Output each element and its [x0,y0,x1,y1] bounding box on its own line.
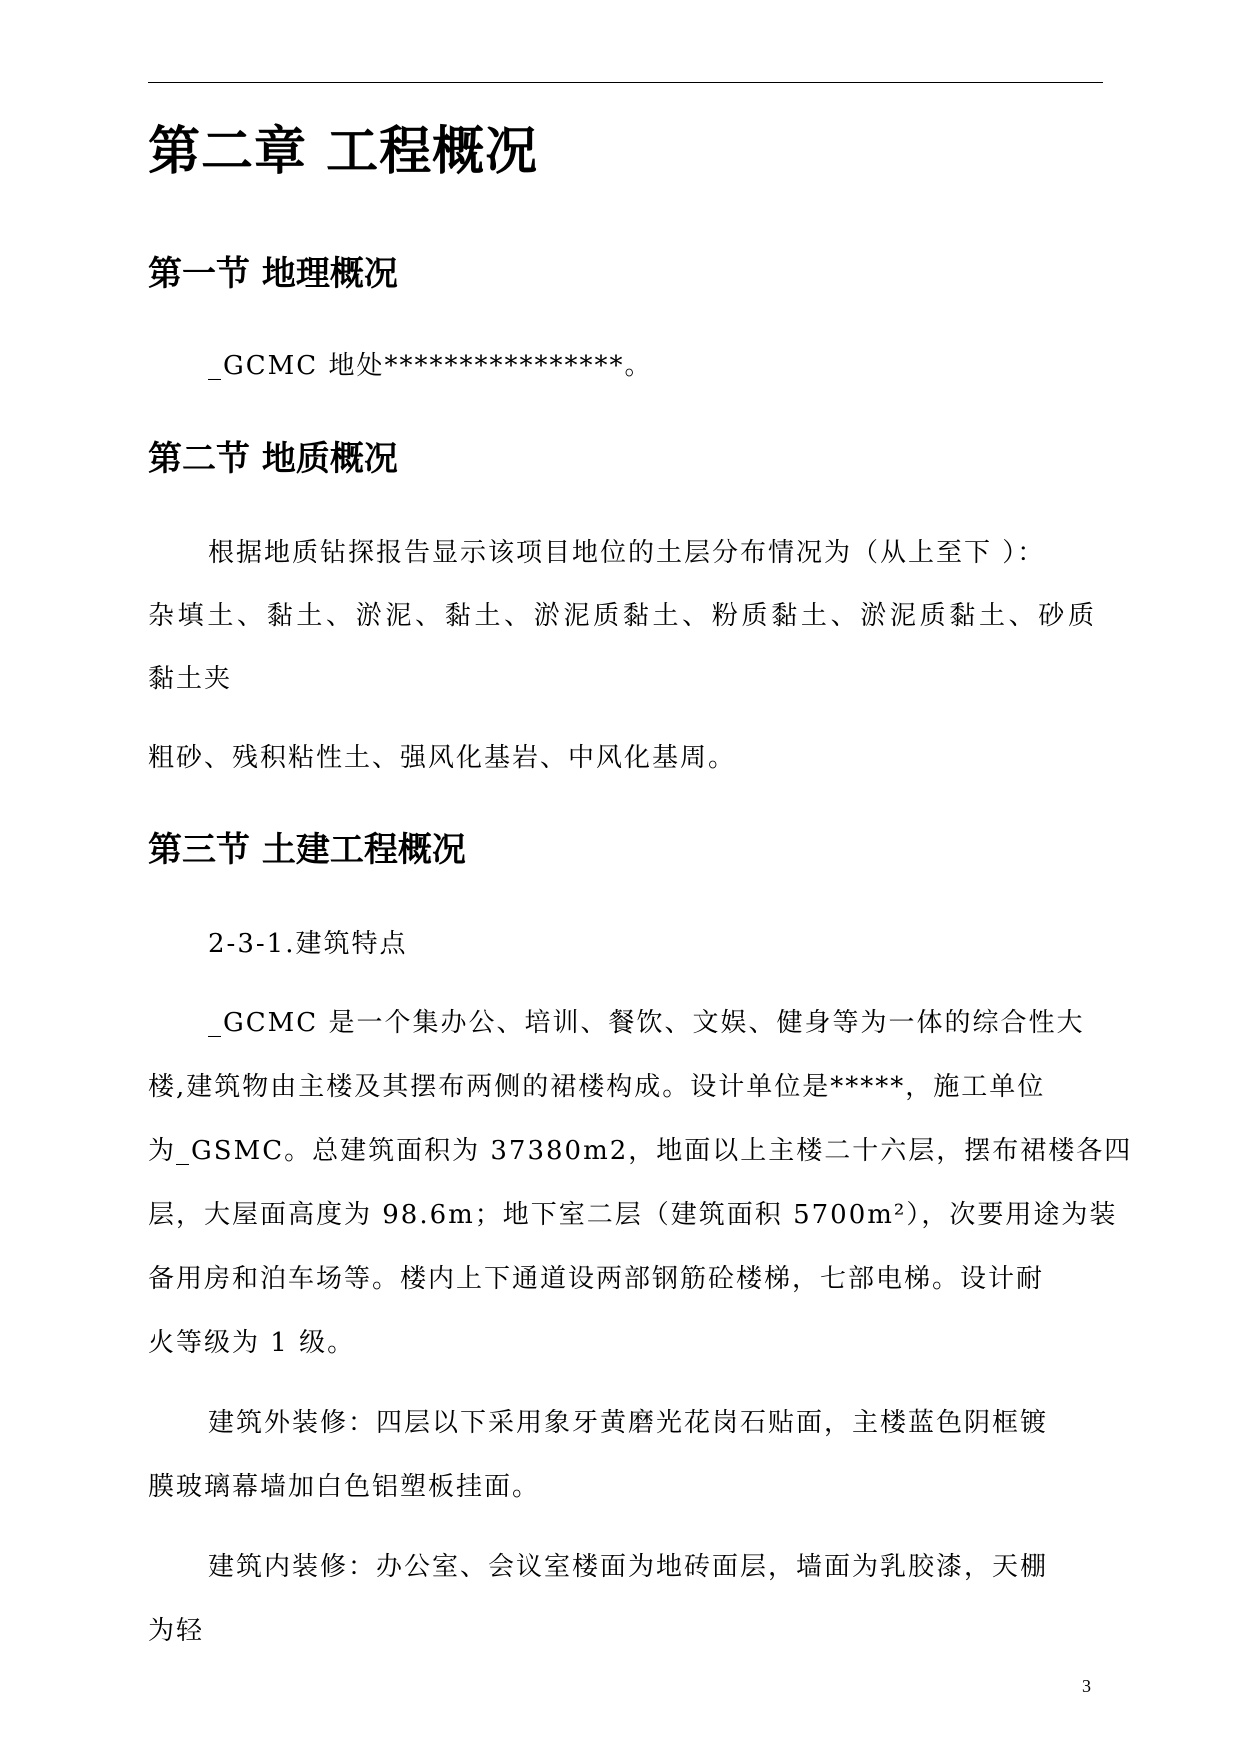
features-paragraph-line: 备用房和泊车场等。楼内上下通道设两部钢筋砼楼梯，七部电梯。设计耐 [148,1264,1045,1294]
geology-paragraph-line: 杂填土、黏土、淤泥、黏土、淤泥质黏土、粉质黏土、淤泥质黏土、砂质 [148,601,1096,631]
features-paragraph-line: 为_GSMC。总建筑面积为 37380m2，地面以上主楼二十六层，摆布裙楼各四 [148,1136,1133,1166]
subheading-building-features: 2-3-1.建筑特点 [208,929,408,959]
section-heading-geology: 第二节 地质概况 [148,439,398,479]
features-paragraph-line: _GCMC 是一个集办公、培训、餐饮、文娱、健身等为一体的综合性大 [208,1008,1085,1038]
features-paragraph-line: 火等级为 1 级。 [148,1328,356,1358]
page-number: 3 [1082,1676,1091,1696]
interior-finish-line: 为轻 [148,1616,205,1646]
exterior-finish-line: 膜玻璃幕墙加白色铝塑板挂面。 [148,1472,541,1502]
header-rule [148,82,1103,83]
features-paragraph-line: 层，大屋面高度为 98.6m；地下室二层（建筑面积 5700m²），次要用途为装 [148,1200,1118,1230]
section-heading-geography: 第一节 地理概况 [148,254,398,294]
chapter-title: 第二章 工程概况 [148,122,539,182]
exterior-finish-line: 建筑外装修：四层以下采用象牙黄磨光花岗石贴面，主楼蓝色阴框镀 [208,1408,1049,1438]
features-paragraph-line: 楼,建筑物由主楼及其摆布两侧的裙楼构成。设计单位是*****，施工单位 [148,1072,1046,1102]
geology-paragraph-line: 黏土夹 [148,664,233,694]
geology-paragraph-line: 根据地质钻探报告显示该项目地位的土层分布情况为（从上至下 ）： [208,538,1046,568]
section-heading-civil-works: 第三节 土建工程概况 [148,830,466,870]
geography-paragraph: _GCMC 地处****************。 [208,351,653,381]
geology-paragraph-line: 粗砂、残积粘性土、强风化基岩、中风化基周。 [148,743,737,773]
interior-finish-line: 建筑内装修：办公室、会议室楼面为地砖面层，墙面为乳胶漆，天棚 [208,1552,1049,1582]
